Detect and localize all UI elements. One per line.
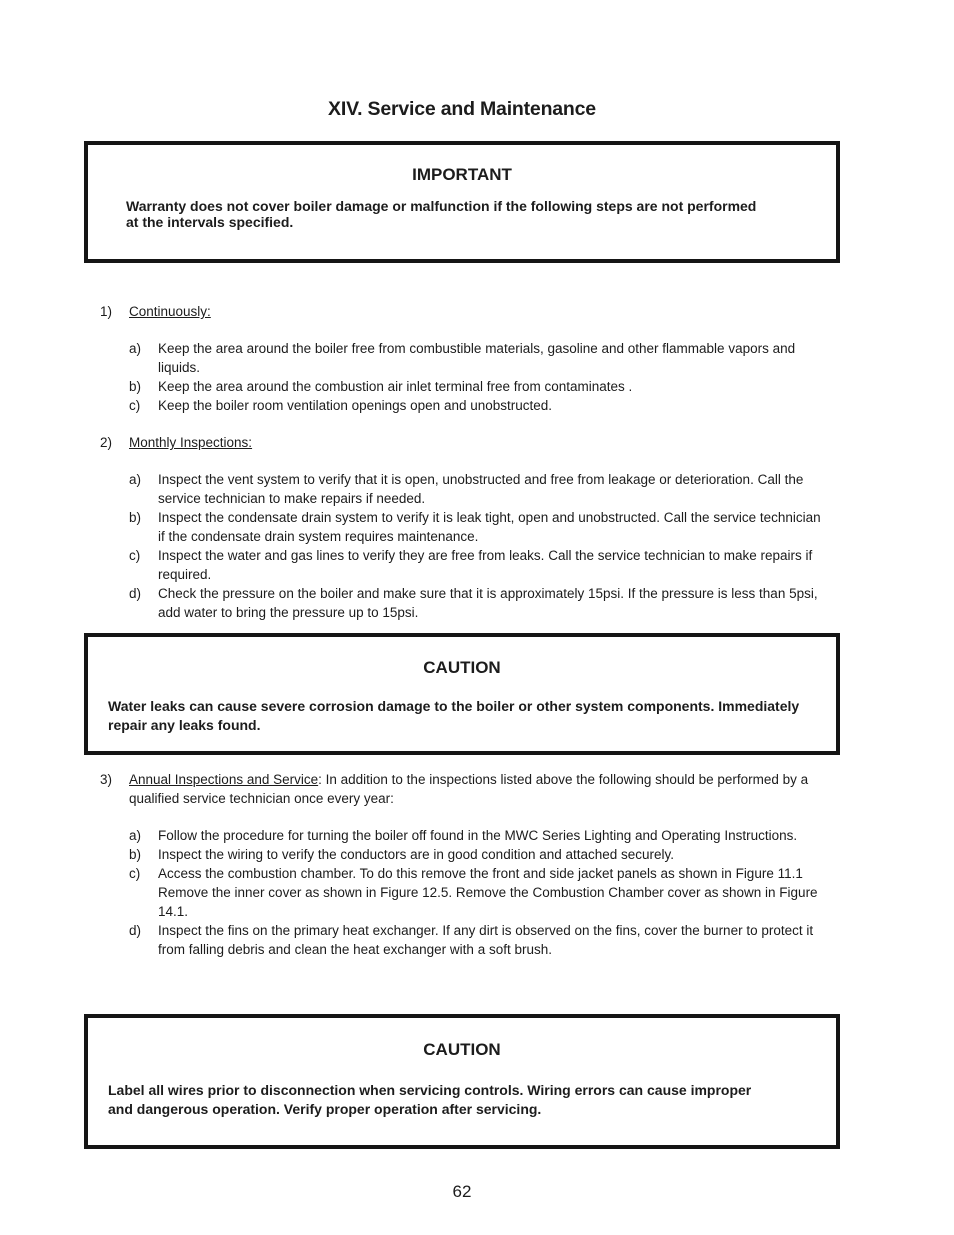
item-letter: c): [129, 866, 141, 881]
item-letter: c): [129, 548, 141, 563]
section-title: Annual Inspections and Service: [129, 772, 319, 787]
section-number: 2): [100, 435, 113, 450]
list-item: [129, 377, 830, 396]
item-text: Inspect the water and gas lines to verify they are free from leaks. Call the service technician to make repairs if required.: [158, 548, 813, 582]
item-text: Keep the area around the combustion air inlet terminal free from contaminates .: [158, 379, 633, 394]
list-item: [129, 826, 830, 845]
list-item: [129, 845, 830, 864]
item-letter: a): [129, 472, 142, 487]
section-heading: [100, 302, 830, 321]
item-text: Access the combustion chamber. To do this remove the front and side jacket panels as shown in Figure 11.1 Remove the inner cover as shown in Figure 12.5. Remove the Combustion Chamber cover as shown in Figure 14.1.: [158, 866, 818, 919]
item-text: Keep the boiler room ventilation openings open and unobstructed.: [158, 398, 553, 413]
section-number: 3): [100, 772, 113, 787]
section-item-list: [129, 470, 830, 622]
item-letter: b): [129, 379, 142, 394]
section-number: 1): [100, 304, 113, 319]
list-item: [129, 470, 830, 508]
caution-heading: CAUTION: [423, 1040, 501, 1059]
section-monthly-inspections: [100, 433, 830, 622]
list-item: [129, 546, 830, 584]
item-text: Inspect the vent system to verify that it is open, unobstructed and free from leakage or deterioration. Call the service technician to make repairs if needed.: [158, 472, 804, 506]
item-letter: a): [129, 341, 142, 356]
caution-heading: CAUTION: [423, 658, 501, 677]
item-letter: c): [129, 398, 141, 413]
section-continuously: [100, 302, 830, 415]
caution-water-leaks-box: [84, 633, 840, 755]
section-annual-inspections: [100, 770, 830, 959]
item-text: Inspect the fins on the primary heat exchanger. If any dirt is observed on the fins, cover the burner to protect it from falling debris and clean the heat exchanger with a soft brush.: [158, 923, 814, 957]
caution-wiring-box: [84, 1014, 840, 1149]
item-text: Check the pressure on the boiler and make sure that it is approximately 15psi. If the pressure is less than 5psi, add water to bring the pressure up to 15psi.: [158, 586, 818, 620]
item-text: Follow the procedure for turning the boiler off found in the MWC Series Lighting and Operating Instructions.: [158, 828, 798, 843]
section-item-list: [129, 339, 830, 415]
item-text: Inspect the condensate drain system to verify it is leak tight, open and unobstructed. Call the service technician if the condensate drain system requires maintenance.: [158, 510, 821, 544]
important-text: Warranty does not cover boiler damage or malfunction if the following steps are not performed at the intervals specified.: [126, 198, 757, 230]
list-item: [129, 864, 830, 921]
page-number: 62: [452, 1182, 472, 1201]
list-item: [129, 396, 830, 415]
section-heading: [100, 433, 830, 452]
item-letter: a): [129, 828, 142, 843]
item-letter: b): [129, 847, 142, 862]
page-title: XIV. Service and Maintenance: [328, 98, 596, 120]
item-text: Keep the area around the boiler free from combustible materials, gasoline and other flammable vapors and liquids.: [158, 341, 796, 375]
caution-text: Water leaks can cause severe corrosion damage to the boiler or other system components. Immediately repair any leaks found.: [108, 698, 800, 733]
caution-text: Label all wires prior to disconnection when servicing controls. Wiring errors can cause improper and dangerous operation. Verify proper operation after servicing.: [108, 1082, 752, 1117]
important-notice-box: [84, 141, 840, 263]
item-letter: d): [129, 586, 142, 601]
list-item: [129, 921, 830, 959]
important-heading: IMPORTANT: [412, 165, 512, 184]
list-item: [129, 584, 830, 622]
section-title: Monthly Inspections:: [129, 435, 253, 450]
section-title: Continuously:: [129, 304, 211, 319]
section-item-list: [129, 826, 830, 959]
list-item: [129, 339, 830, 377]
section-intro: : In addition to the inspections listed above the following should be performed by a qualified service technician once every year:: [129, 772, 809, 806]
list-item: [129, 508, 830, 546]
item-letter: b): [129, 510, 142, 525]
item-letter: d): [129, 923, 142, 938]
section-heading: [100, 770, 830, 808]
item-text: Inspect the wiring to verify the conductors are in good condition and attached securely.: [158, 847, 675, 862]
